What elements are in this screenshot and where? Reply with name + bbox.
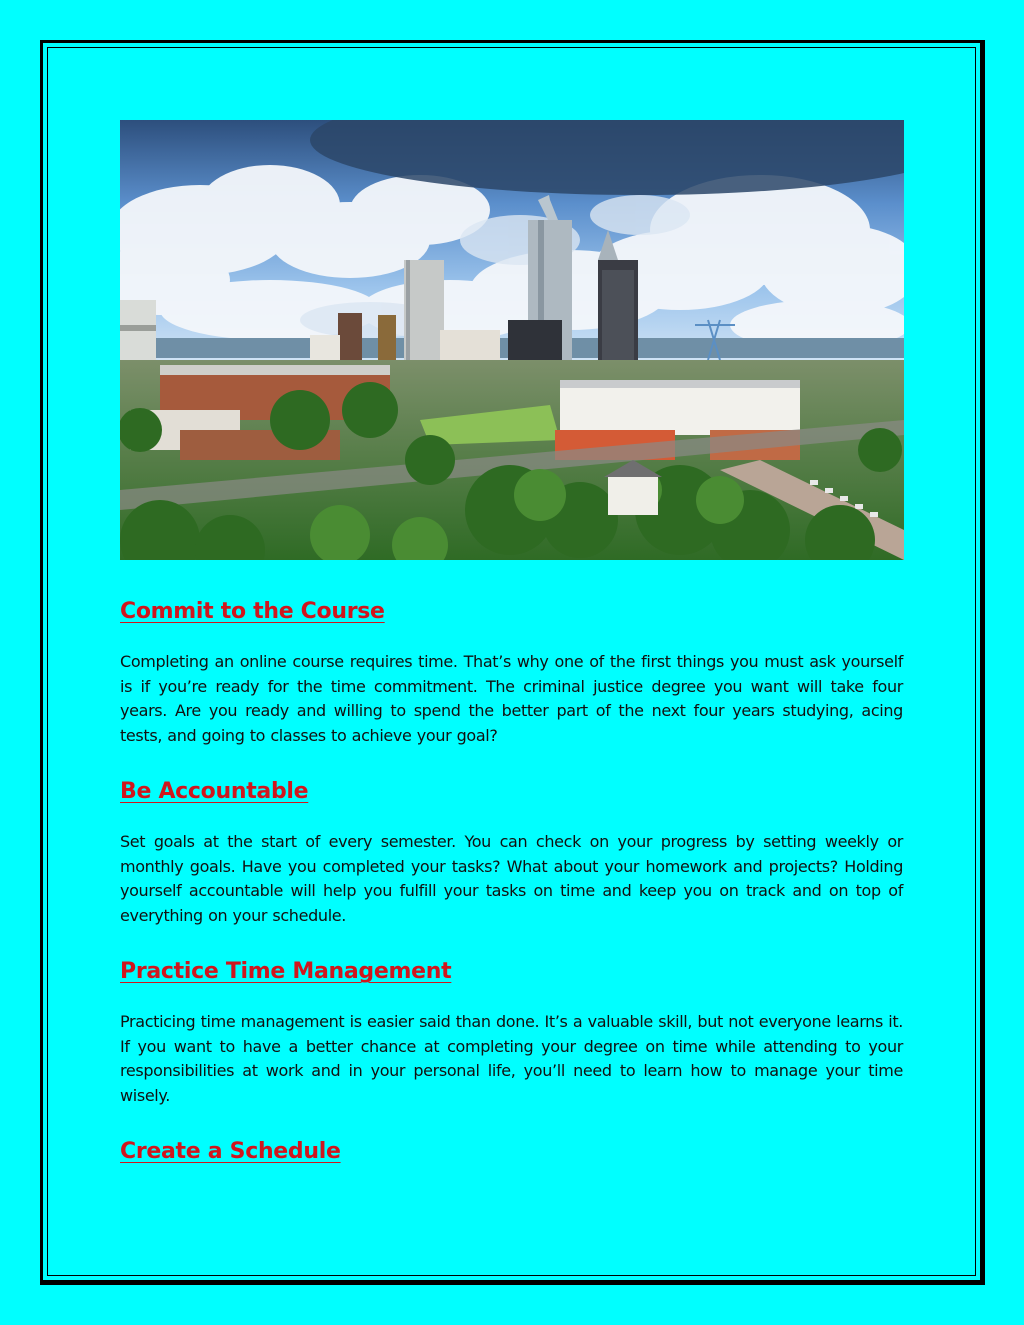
section-heading: Practice Time Management (120, 959, 452, 984)
section-paragraph: Set goals at the start of every semester. You can check on your progress by setting weekly or monthly goals. Have you completed your tasks? What about your homework and projects? Holding yourself accountable will help you fulfill your tasks on time and keep you on track and on top of everything on your schedule. (120, 832, 903, 925)
section-practice-time-management (120, 952, 903, 1108)
section-heading: Create a Schedule (120, 1139, 341, 1164)
section-be-accountable (120, 772, 903, 928)
section-create-a-schedule (120, 1132, 903, 1172)
section-heading: Commit to the Course (120, 599, 385, 624)
article-content (120, 592, 903, 1172)
section-paragraph: Practicing time management is easier said than done. It’s a valuable skill, but not everyone learns it. If you want to have a better chance at completing your degree on time while attending to your responsibilities at work and in your personal life, you’ll need to learn how to manage your time wisely. (120, 1012, 903, 1105)
section-commit-to-course (120, 592, 903, 748)
city-skyline-photo (120, 120, 904, 560)
section-paragraph: Completing an online course requires time. That’s why one of the first things you must ask yourself is if you’re ready for the time commitment. The criminal justice degree you want will take four years. Are you ready and willing to spend the better part of the next four years studying, acing tests, and going to classes to achieve your goal? (120, 652, 903, 745)
section-heading: Be Accountable (120, 779, 309, 804)
